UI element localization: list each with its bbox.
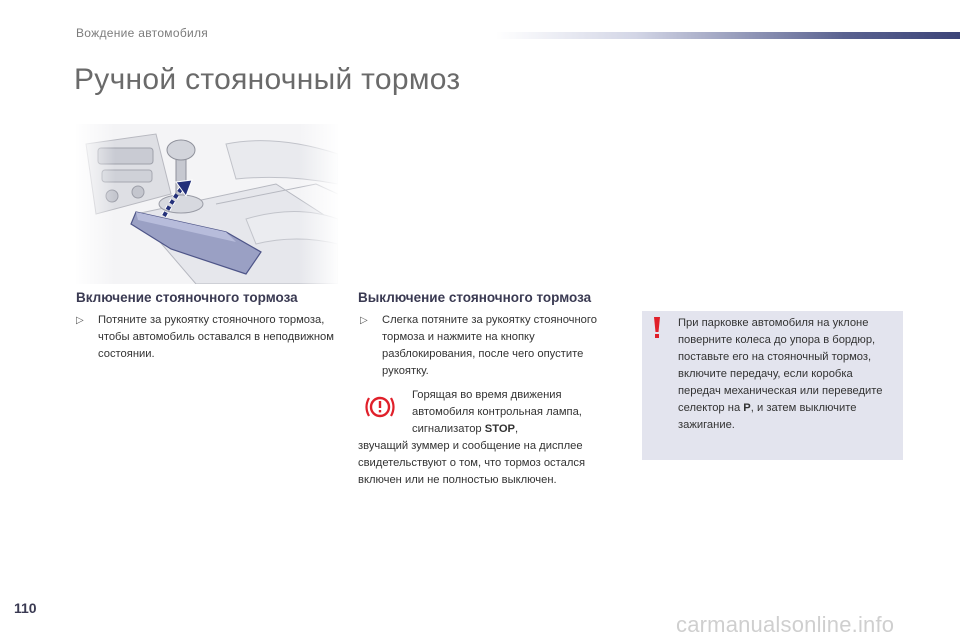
warning-text-rest: звучащий зуммер и сообщение на дисплее свидетельствуют о том, что тормоз остался включен или не полностью выключен. [358,440,586,486]
warning-text-lead [412,387,617,438]
arrow-bullet-icon: ▷ [360,315,368,326]
release-instruction-text: Слегка потяните за рукоятку стояночного тормоза и нажмите на кнопку разблокирования, после чего опустите рукоятку. [382,314,597,377]
arrow-bullet-icon: ▷ [76,315,84,326]
note-text [678,315,893,434]
header-gradient-bar [496,32,960,39]
warning-lead: Горящая во время движения автомобиля контрольная лампа, сигнализатор [412,389,582,435]
stop-label: STOP [484,423,516,435]
apply-instruction [76,312,338,363]
note-text-after: , и затем выключите зажигание. [678,402,857,431]
parking-brake-illustration [76,124,338,284]
selector-p-label: P [743,402,751,414]
exclamation-icon [652,317,662,339]
release-instruction [360,312,610,380]
section-header: Вождение автомобиля [76,26,209,40]
brake-warning-icon [362,392,398,422]
release-heading: Выключение стояночного тормоза [358,290,592,305]
apply-heading: Включение стояночного тормоза [76,290,298,305]
page-number: 110 [14,600,37,616]
watermark: carmanualsonline.info [676,612,895,637]
warning-comma: , [515,423,519,435]
apply-instruction-text: Потяните за рукоятку стояночного тормоза, чтобы автомобиль оставался в неподвижном состоянии. [98,314,334,360]
note-text-before: При парковке автомобиля на уклоне поверните колеса до упора в бордюр, поставьте его на стояночный тормоз, включите передачу, если коробка передач механическая или переведите селектор на [678,317,883,414]
page-title: Ручной стояночный тормоз [74,63,461,96]
